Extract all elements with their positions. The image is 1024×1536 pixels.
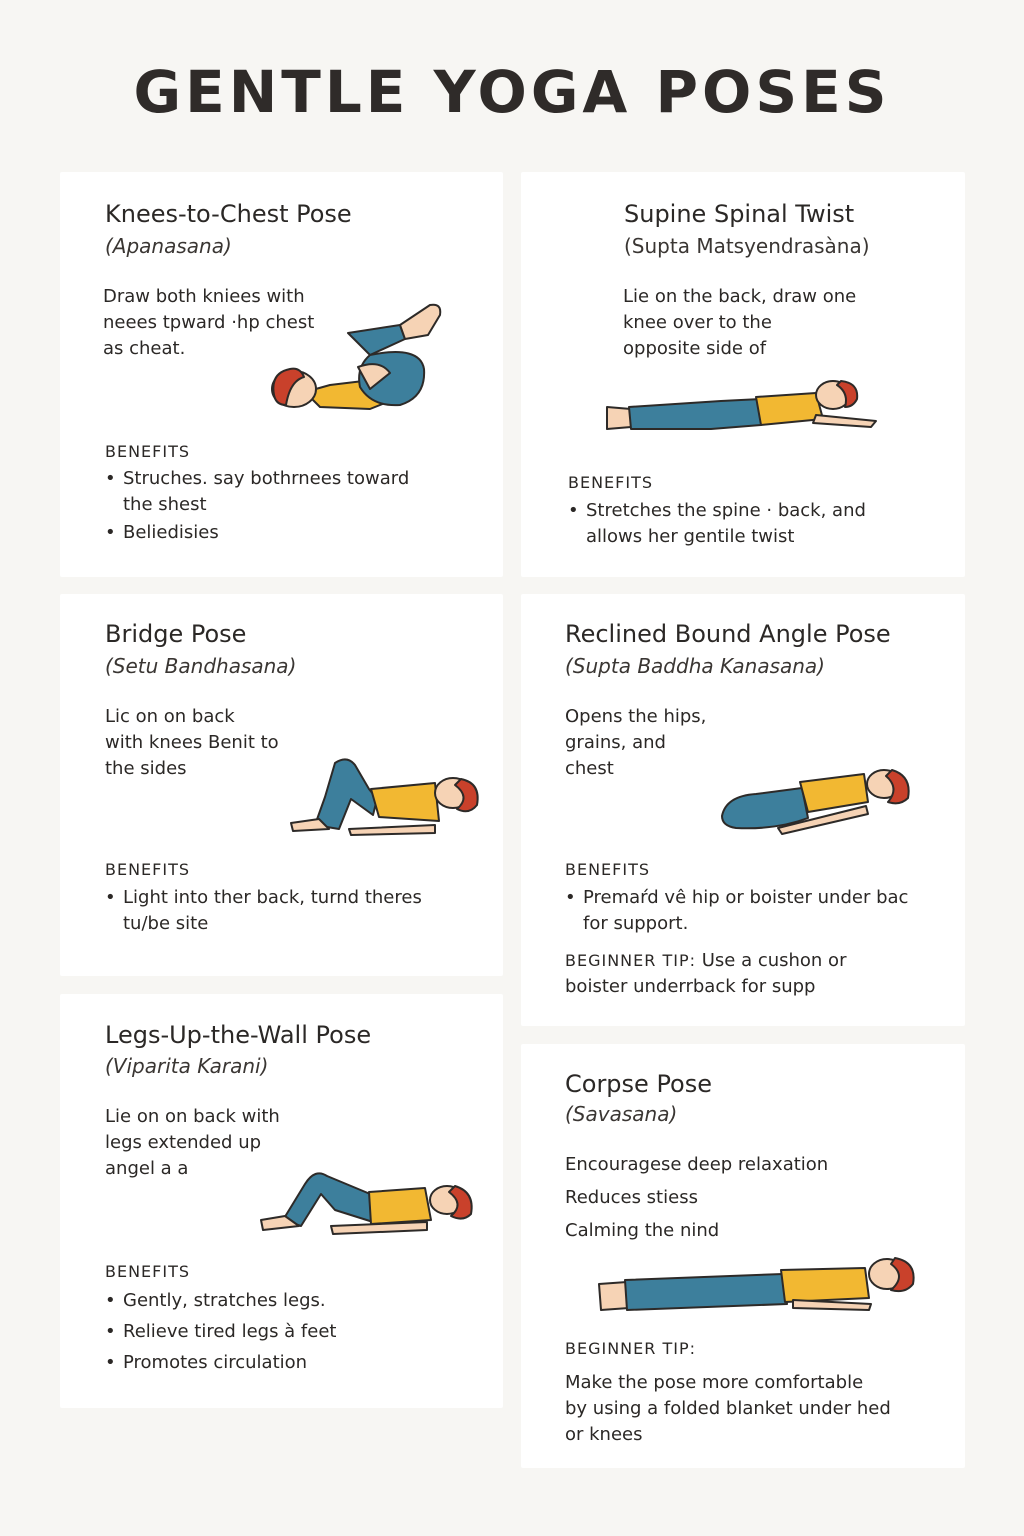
- description-line: Draw both kniees with: [103, 286, 305, 307]
- pose-name: Reclined Bound Angle Pose: [565, 620, 891, 648]
- description-line: as cheat.: [103, 338, 186, 359]
- description-line: opposite side of: [623, 338, 767, 359]
- tip-label: BEGINNER TIP:: [565, 1339, 696, 1358]
- pose-card-reclined-bound-angle: [521, 594, 965, 1026]
- corpse-pose-illustration: [593, 1254, 923, 1324]
- benefits-list: [105, 885, 422, 937]
- description-line: Lie on on back with: [105, 1106, 280, 1127]
- benefits-list: [105, 466, 409, 546]
- benefit-item: • Beliedisies: [105, 522, 219, 543]
- pose-description: [105, 1104, 280, 1182]
- benefit-item: • Light into ther back, turnd theres tu/be site: [105, 887, 422, 934]
- bridge-pose-illustration: [285, 749, 490, 839]
- description-line: grains, and: [565, 732, 666, 753]
- description-line: angel a a: [105, 1158, 189, 1179]
- description-line: Calming the nind: [565, 1220, 720, 1241]
- tip-line: boister underrback for supp: [565, 976, 816, 997]
- benefits-label: BENEFITS: [105, 442, 191, 461]
- benefit-item: • Stretches the spine · back, and allows her gentile twist: [568, 500, 866, 547]
- pose-description: [105, 704, 279, 782]
- benefits-label: BENEFITS: [568, 473, 654, 492]
- pose-description: [565, 704, 706, 782]
- benefit-item: • Struches. say bothrnees toward the shest: [105, 468, 410, 515]
- pose-name: Legs-Up-the-Wall Pose: [105, 1021, 372, 1049]
- pose-description: [565, 1152, 828, 1244]
- pose-card-knees-to-chest: [60, 172, 503, 577]
- pose-sanskrit: (Supta Matsyendrasàna): [624, 234, 870, 258]
- benefit-item: • Promotes circulation: [105, 1352, 308, 1373]
- benefits-label: BENEFITS: [105, 860, 191, 879]
- pose-sanskrit: (Viparita Karani): [105, 1054, 269, 1078]
- tip-line: Use a cushon or: [701, 950, 847, 971]
- benefits-list: [565, 885, 908, 937]
- tip-line: by using a folded blanket under hed: [565, 1398, 891, 1419]
- description-line: Lic on on back: [105, 706, 235, 727]
- pose-description: [623, 284, 856, 362]
- description-line: neees tpward ·hp chest: [103, 312, 315, 333]
- beginner-tip: [565, 1336, 891, 1448]
- knees-to-chest-illustration: [260, 297, 460, 417]
- spinal-twist-illustration: [601, 377, 886, 447]
- benefit-item: • Gently, stratches legs.: [105, 1290, 326, 1311]
- pose-sanskrit: (Savasana): [565, 1102, 678, 1126]
- benefits-label: BENEFITS: [565, 860, 651, 879]
- pose-name: Bridge Pose: [105, 620, 247, 648]
- beginner-tip: [565, 948, 846, 1000]
- pose-card-supine-spinal-twist: [521, 172, 965, 577]
- description-line: knee over to the: [623, 312, 772, 333]
- pose-name: Knees-to-Chest Pose: [105, 200, 352, 228]
- description-line: chest: [565, 758, 614, 779]
- description-line: with knees Benit to: [105, 732, 279, 753]
- benefit-item: • Relieve tired legs à feet: [105, 1321, 337, 1342]
- tip-line: or knees: [565, 1424, 643, 1445]
- description-line: Lie on the back, draw one: [623, 286, 857, 307]
- pose-sanskrit: (Supta Baddha Kanasana): [565, 654, 825, 678]
- description-line: Reduces stiess: [565, 1187, 698, 1208]
- pose-sanskrit: (Apanasana): [105, 234, 232, 258]
- bound-angle-illustration: [716, 766, 921, 836]
- description-line: Opens the hips,: [565, 706, 707, 727]
- legs-up-wall-illustration: [255, 1164, 480, 1239]
- description-line: the sides: [105, 758, 187, 779]
- benefit-item: • Premaŕd vê hip or boister under bac for support.: [565, 887, 909, 934]
- page-title: GENTLE YOGA POSES: [133, 58, 891, 126]
- benefits-list: [105, 1288, 336, 1376]
- pose-sanskrit: (Setu Bandhasana): [105, 654, 297, 678]
- description-line: legs extended up: [105, 1132, 262, 1153]
- pose-card-corpse: [521, 1044, 965, 1468]
- tip-line: Make the pose more comfortable: [565, 1372, 864, 1393]
- description-line: Encouragese deep relaxation: [565, 1154, 829, 1175]
- benefits-list: [568, 498, 866, 550]
- pose-name: Supine Spinal Twist: [624, 200, 855, 228]
- pose-name: Corpse Pose: [565, 1070, 713, 1098]
- tip-label: BEGINNER TIP:: [565, 951, 696, 970]
- pose-card-legs-up-the-wall: [60, 994, 503, 1408]
- pose-card-bridge: [60, 594, 503, 976]
- benefits-label: BENEFITS: [105, 1262, 191, 1281]
